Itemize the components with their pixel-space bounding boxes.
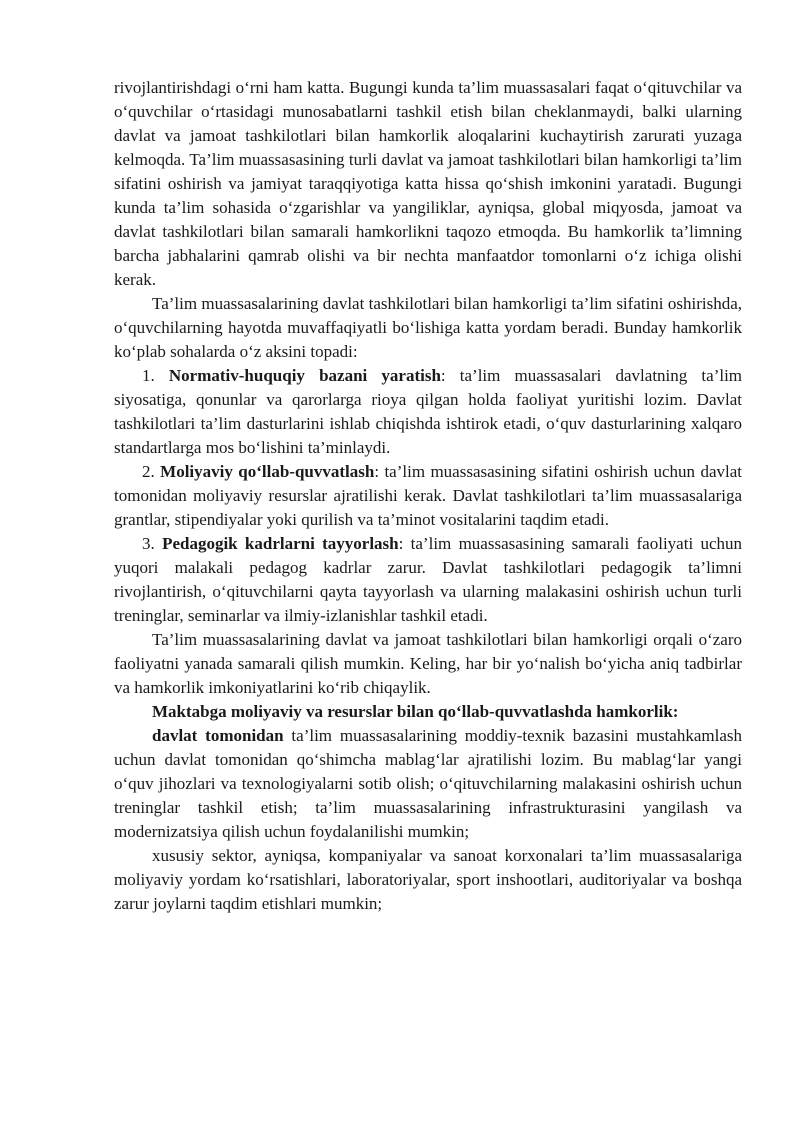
paragraph-private-sector: xususiy sektor, ayniqsa, kompaniyalar va sanoat korxonalari ta’lim muassasalariga moliyaviy yordam ko‘rsatishlari, laboratoriyalar, sport inshootlari, auditoriyalar va boshqa zarur joylarni taqdim etishlari mumkin; (114, 846, 742, 913)
section-heading: Maktabga moliyaviy va resurslar bilan qo‘llab-quvvatlashda hamkorlik: (152, 702, 679, 721)
list-item-text: : ta’lim muassasasining samarali faoliyati uchun yuqori malakali pedagog kadrlar zarur. Davlat tashkilotlari pedagogik ta’limni rivojlantirish, o‘qituvchilarni qayta tayyorlash va ularning malakasini oshirish uchun turli treninglar, seminarlar va ilmiy-izlanishlar tashkil etadi. (114, 534, 743, 625)
list-number: 2. (142, 462, 155, 481)
list-number: 3. (142, 534, 155, 553)
list-item-title: Normativ-huquqiy bazani yaratish (168, 366, 441, 385)
list-item-title: Moliyaviy qo‘llab-quvvatlash (160, 462, 375, 481)
paragraph-summary: Ta’lim muassasalarining davlat va jamoat tashkilotlari bilan hamkorligi orqali o‘zaro faoliyatni yanada samarali qilish mumkin. Keling, har bir yo‘nalish bo‘yicha aniq tadbirlar va hamkorlik imkoniyatlarini ko‘rib chiqaylik. (114, 630, 742, 697)
list-item-1 (114, 364, 742, 460)
paragraph-lead-bold: davlat tomonidan (152, 726, 284, 745)
list-number: 1. (142, 366, 155, 385)
list-item-title: Pedagogik kadrlarni tayyorlash (162, 534, 399, 553)
list-item-3 (114, 532, 742, 628)
paragraph-cooperation: Ta’lim muassasalarining davlat tashkilotlari bilan hamkorligi ta’lim sifatini oshirishda, o‘quvchilarning hayotda muvaffaqiyatli bo‘lishiga katta yordam beradi. Bunday hamkorlik ko‘plab sohalarda o‘z aksini topadi: (114, 294, 742, 361)
paragraph-state-support: davlat tomonidan ta’lim muassasalarining moddiy-texnik bazasini mustahkamlash uchun davlat tomonidan qo‘shimcha mablag‘lar ajratilishi lozim. Bu mablag‘lar yangi o‘quv jihozlari va texnologiyalarni sotib olish; o‘qituvchilarning malakasini oshirish uchun treninglar tashkil etish; ta’lim muassasalarining infrastrukturasini yangilash va modernizatsiya qilish uchun foydalanilishi mumkin; (114, 726, 742, 841)
list-item-text: : ta’lim muassasalari davlatning ta’lim siyosatiga, qonunlar va qarorlarga rioya qilgan holda faoliyat yuritishi lozim. Davlat tashkilotlari ta’lim dasturlarini ishlab chiqishda ishtirok etadi, o‘quv dasturlarining xalqaro standartlarga mos bo‘lishini ta’minlaydi. (114, 366, 743, 457)
document-page (114, 76, 742, 916)
list-item-2 (114, 460, 742, 532)
list-item-text: : ta’lim muassasasining sifatini oshirish uchun davlat tomonidan moliyaviy resurslar ajratilishi kerak. Davlat tashkilotlari ta’lim muassasalariga grantlar, stipendiyalar yoki qurilish va ta’minot vositalarini taqdim etadi. (114, 462, 742, 529)
paragraph-intro: rivojlantirishdagi o‘rni ham katta. Bugungi kunda ta’lim muassasalari faqat o‘qituvchilar va o‘quvchilar o‘rtasidagi munosabatlarni tashkil etish bilan cheklanmaydi, balki ularning davlat va jamoat tashkilotlari bilan hamkorlik aloqalarini kuchaytirish zarurati yuzaga kelmoqda. Ta’lim muassasasining turli davlat va jamoat tashkilotlari bilan hamkorligi ta’lim sifatini oshirish va jamiyat taraqqiyotiga katta hissa qo‘shish imkonini yaratadi. Bugungi kunda ta’lim sohasida o‘zgarishlar va yangiliklar, ayniqsa, global miqyosda, jamoat va davlat tashkilotlari bilan samarali hamkorlikni taqozo etmoqda. Bu hamkorlik ta’limning barcha jabhalarini qamrab olishi va bir nechta manfaatdor tomonlarni o‘z ichiga olishi kerak. (114, 78, 742, 289)
